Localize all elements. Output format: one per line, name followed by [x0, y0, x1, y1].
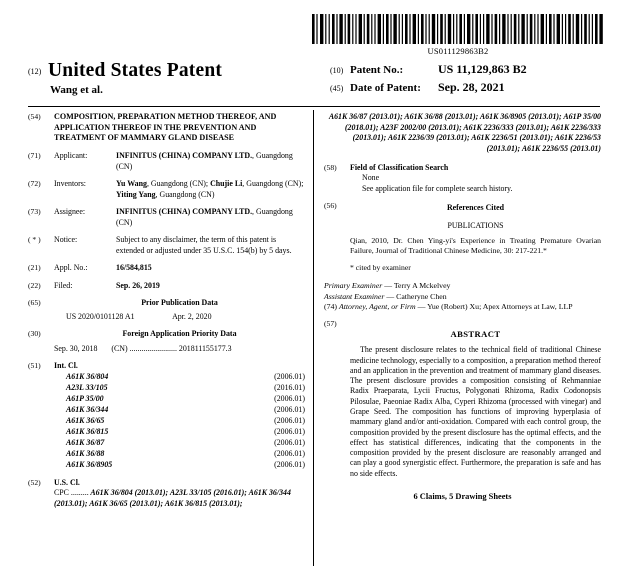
inventor-2-loc: , Guangdong (CN);: [242, 179, 304, 189]
abstract-text: The present disclosure relates to the technical field of traditional Chinese medicine technology, especially to a composition, a preparation method thereof and an application in the prevention and treatment of mammary gland diseases. The present disclosure provides a composition consisting of Rehmanniae Radix Praeparata, Lycii Fructus, Polygonati Rhizoma, Radix Codonopsis Pilosulae, Paeoniae Radix Alba, Cyperi Rhizoma (processed with vinegar) and Grape Seed. The composition has functions of improving hyperplasia of mammary gland and/or anti-oxidation. Compared with each control group, the composition provided by the present disclosure has the optimal effects, and the effect has statistical differences, indicating that the components in the composition provided by the present disclosure are reasonably arranged and can play a good synergistic effect. Furthermore, the preparation is safe and has no side effects.: [350, 345, 601, 478]
assistant-examiner-dash: —: [384, 291, 397, 301]
attorney-tag: (74): [324, 302, 337, 312]
int-cl-year: (2006.01): [274, 448, 305, 458]
inventor-3-name: Yiting Yang: [116, 189, 156, 199]
table-row: [54, 438, 305, 449]
patent-date-label: Date of Patent:: [350, 82, 421, 94]
header-left: [28, 60, 328, 96]
notice-text: Subject to any disclaimer, the term of this patent is extended or adjusted under 35 U.S.C. 154(b) by 5 days.: [116, 235, 292, 255]
cpc-label: CPC: [54, 488, 69, 498]
field-inventors-tag: (72): [28, 179, 41, 189]
field-assignee: [28, 207, 305, 228]
right-column: [324, 112, 601, 502]
patent-number-row: [330, 62, 628, 77]
field-of-search-line1: None: [362, 173, 380, 183]
inventor-2-name: Chujie Li: [210, 179, 243, 189]
field-title: [28, 112, 305, 144]
inventor-3-loc: , Guangdong (CN): [155, 189, 215, 199]
field-applicant: [28, 151, 305, 172]
table-row: [54, 449, 305, 460]
prior-pub-date: Apr. 2, 2020: [172, 311, 212, 321]
attorney-name: Yue (Robert) Xu; Apex Attorneys at Law, LLP: [427, 302, 573, 312]
int-cl-year: (2006.01): [274, 437, 305, 447]
header-divider: [28, 106, 600, 107]
barcode-block: [312, 14, 604, 56]
header-right: [330, 62, 628, 98]
notice-label: Notice:: [54, 235, 78, 245]
cpc-codes-continued: A61K 36/87 (2013.01); A61K 36/88 (2013.01); A61K 36/8905 (2013.01); A61P 35/00 (2018.01); A23F 2002/00 (2013.01); A61K 2236/333 (2013.01); A61K 2236/333 (2013.01); A61K 2236/39 (2013.01); A61K 2236/51 (2013.01); A61K 2236/53 (2013.01); A61K 2236/55 (2013.01): [328, 112, 601, 154]
foreign-priority-date: Sep. 30, 2018: [54, 343, 98, 353]
patent-number-label: Patent No.:: [350, 64, 404, 76]
field-notice: [28, 235, 305, 256]
inventor-1-loc: , Guangdong (CN);: [146, 179, 211, 189]
inventor-1-name: Yu Wang: [116, 179, 147, 189]
field-of-search-tag: (58): [324, 162, 337, 172]
applicant-name: INFINITUS (CHINA) COMPANY LTD.: [116, 151, 253, 161]
reference-item: Qian, 2010, Dr. Chen Ying-yi's Experience in Treating Premature Ovarian Failure, Journal of Traditional Chinese Medicine, 30: 217-221.*: [350, 236, 601, 256]
foreign-priority-number: 201811155177.3: [178, 343, 232, 353]
primary-examiner-label: Primary Examiner: [324, 281, 383, 291]
int-cl-year: (2006.01): [274, 459, 305, 469]
field-appl-no-tag: (21): [28, 263, 41, 273]
primary-examiner-line: [324, 281, 601, 292]
primary-examiner-dash: —: [382, 281, 394, 291]
foreign-priority-line: [54, 344, 305, 355]
references-cited-heading: References Cited: [446, 203, 505, 213]
inventors-value: [116, 179, 305, 200]
int-cl-year: (2006.01): [274, 393, 305, 403]
header-tag-12: (12): [28, 67, 42, 76]
references-cited-tag: (56): [324, 201, 337, 211]
int-cl-heading: Int. Cl.: [54, 361, 78, 371]
attorney-dash: —: [415, 302, 428, 312]
table-row: [54, 372, 305, 383]
patent-date-value: Sep. 28, 2021: [438, 80, 505, 94]
foreign-priority-country: (CN): [111, 343, 128, 353]
field-filed-tag: (22): [28, 280, 41, 290]
prior-pub-line: [54, 312, 305, 323]
field-prior-pub-tag: (65): [28, 298, 41, 308]
cpc-dots: .........: [70, 488, 89, 498]
attorney-label: Attorney, Agent, or Firm: [338, 302, 416, 312]
table-row: [54, 394, 305, 405]
int-cl-year: (2006.01): [274, 404, 305, 414]
field-inventors: [28, 179, 305, 200]
field-int-cl: [28, 361, 305, 471]
appl-no-label: Appl. No.:: [54, 263, 88, 273]
assistant-examiner-line: [324, 292, 601, 303]
examiner-block: [324, 281, 601, 313]
invention-title: COMPOSITION, PREPARATION METHOD THEREOF, AND APPLICATION THEREOF IN THE PREVENTION AND TREATMENT OF MAMMARY GLAND DISEASE: [54, 112, 277, 143]
abstract-heading: ABSTRACT: [450, 328, 501, 339]
field-field-of-search: [324, 163, 601, 195]
inventor-short-name: Wang et al.: [50, 84, 103, 96]
field-of-search-heading: Field of Classification Search: [350, 162, 449, 172]
barcode-icon: [312, 14, 604, 44]
patent-number-tag: (10): [330, 66, 344, 75]
assignee-name: INFINITUS (CHINA) COMPANY LTD.: [116, 207, 253, 217]
applicant-label: Applicant:: [54, 151, 88, 161]
field-references-cited: [324, 201, 601, 273]
primary-examiner-name: Terry A Mckelvey: [393, 281, 451, 291]
us-cl-text: [54, 488, 305, 509]
int-cl-code: A61K 36/815: [66, 426, 109, 436]
table-row: [54, 405, 305, 416]
int-cl-code: A61K 36/88: [66, 448, 105, 458]
field-of-search-line2: See application file for complete search history.: [362, 183, 513, 193]
field-assignee-tag: (73): [28, 207, 41, 217]
int-cl-year: (2006.01): [274, 426, 305, 436]
field-prior-publication: [28, 298, 305, 322]
table-row: [54, 427, 305, 438]
assignee-label: Assignee:: [54, 207, 86, 217]
inventors-label: Inventors:: [54, 179, 86, 189]
table-row: [54, 383, 305, 394]
foreign-priority-dots: ........................: [129, 343, 177, 353]
field-foreign-priority-tag: (30): [28, 329, 41, 339]
filed-label: Filed:: [54, 280, 73, 290]
assistant-examiner-label: Assistant Examiner: [324, 291, 385, 301]
int-cl-code: A61P 35/00: [66, 393, 104, 403]
int-cl-code: A61K 36/87: [66, 437, 105, 447]
table-row: [54, 460, 305, 471]
patent-date-tag: (45): [330, 84, 344, 93]
left-column: [28, 112, 305, 516]
page-title: United States Patent: [48, 60, 223, 81]
publications-heading: PUBLICATIONS: [447, 220, 504, 230]
prior-pub-number: US 2020/0101128 A1: [66, 311, 135, 321]
foreign-priority-heading: Foreign Application Priority Data: [122, 329, 237, 339]
claims-drawings-line: 6 Claims, 5 Drawing Sheets: [413, 491, 512, 501]
column-divider: [313, 110, 314, 566]
cited-by-examiner-note: * cited by examiner: [350, 263, 411, 273]
patent-date-row: [330, 80, 628, 95]
field-foreign-priority: [28, 329, 305, 354]
int-cl-code: A61K 36/8905: [66, 459, 113, 469]
field-int-cl-tag: (51): [28, 361, 41, 371]
assignee-location: , Guangdong (CN): [116, 207, 293, 227]
int-cl-table: [54, 372, 305, 471]
field-title-tag: (54): [28, 112, 41, 121]
assignee-value: [116, 207, 305, 228]
int-cl-year: (2016.01): [274, 382, 305, 392]
barcode-number: US011129863B2: [427, 46, 489, 56]
attorney-line: [324, 302, 601, 313]
int-cl-year: (2006.01): [274, 371, 305, 381]
field-applicant-tag: (71): [28, 151, 41, 161]
int-cl-year: (2006.01): [274, 415, 305, 425]
cpc-codes: A61K 36/804 (2013.01); A23L 33/105 (2016.01); A61K 36/344 (2013.01); A61K 36/65 (2013.01); A61K 36/815 (2013.01);: [54, 488, 291, 508]
field-appl-no: [28, 263, 305, 274]
int-cl-code: A61K 36/65: [66, 415, 105, 425]
int-cl-code: A61K 36/344: [66, 404, 109, 414]
applicant-location: , Guangdong (CN): [116, 151, 293, 171]
assistant-examiner-name: Catheryne Chen: [396, 291, 447, 301]
us-cl-heading: U.S. Cl.: [54, 477, 80, 487]
appl-no-value: 16/584,815: [116, 263, 152, 273]
field-notice-tag: ( * ): [28, 235, 41, 245]
table-row: [54, 416, 305, 427]
prior-pub-heading: Prior Publication Data: [141, 298, 218, 308]
applicant-value: [116, 151, 305, 172]
field-abstract: [324, 319, 601, 479]
field-filed: [28, 281, 305, 292]
filed-value: Sep. 26, 2019: [116, 280, 160, 290]
abstract-tag: (57): [324, 318, 337, 328]
int-cl-code: A23L 33/105: [66, 382, 108, 392]
field-us-cl: [28, 478, 305, 510]
int-cl-code: A61K 36/804: [66, 371, 109, 381]
field-us-cl-tag: (52): [28, 477, 41, 487]
patent-number-value: US 11,129,863 B2: [438, 62, 527, 76]
